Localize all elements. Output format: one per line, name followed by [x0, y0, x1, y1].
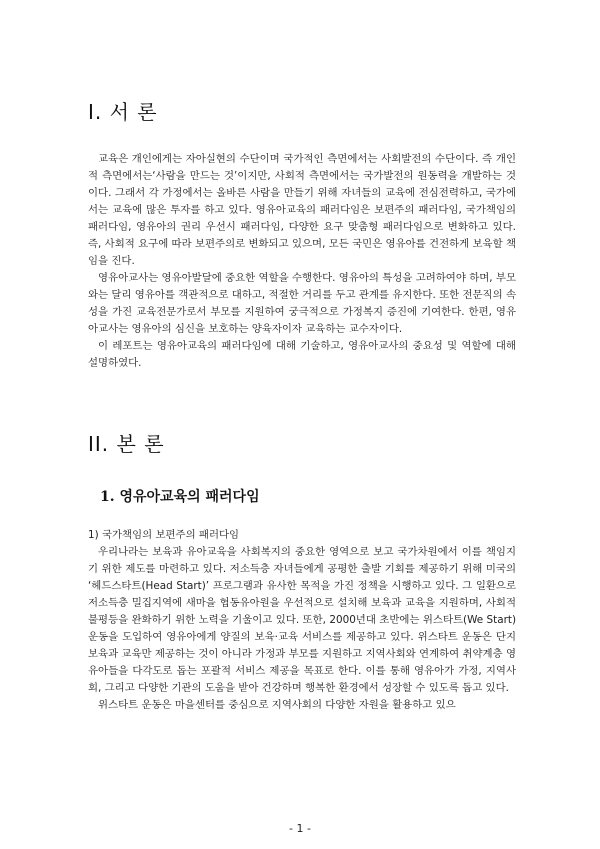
introduction-text [88, 151, 516, 372]
body-paragraph-1: 우리나라는 보육과 유아교육을 사회복지의 중요한 영역으로 보고 국가차원에서 이를 책임지기 위한 제도를 마련하고 있다. 저소득층 자녀들에게 공평한 출발 기회를 제공하기 위해 미국의 ‘헤드스타트(Head Start)’ 프로그램과 유사한 목적을 가진 정책을 시행하고 있다. 그 일환으로 저소득층 밀집지역에 새마을 협동유아원을 우선적으로 설치해 보육과 교육을 지원하며, 사회적 불평등을 완화하기 위한 노력을 기울이고 있다. 또한, 2000년대 초반에는 위스타트(We Start) 운동을 도입하여 영유아에게 양질의 보육·교육 서비스를 제공하고 있다. 위스타트 운동은 단지 보육과 교육만 제공하는 것이 아니라 가정과 부모를 지원하고 지역사회와 연계하여 취약계층 영유아들을 다각도로 돕는 포괄적 서비스 제공을 목표로 한다. 이를 통해 영유아가 가정, 지역사회, 그리고 다양한 기관의 도움을 받아 건강하며 행복한 환경에서 성장할 수 있도록 돕고 있다. [88, 546, 516, 694]
subsection-heading-paradigm: 1. 영유아교육의 패러다임 [100, 489, 260, 505]
item-title: 1) 국가책임의 보편주의 패러다임 [88, 529, 240, 541]
intro-paragraph-1: 교육은 개인에게는 자아실현의 수단이며 국가적인 측면에서는 사회발전의 수단이다. 즉 개인적 측면에서는‘사람을 만드는 것’이지만, 사회적 측면에서는 국가발전의 원동력을 개발하는 것이다. 그래서 각 가정에서는 올바른 사람을 만들기 위해 자녀들의 교육에 전심전력하고, 국가에서는 교육에 많은 투자를 하고 있다. 영유아교육의 패러다임은 보편주의 패러다임, 국가책임의 패러다임, 영유아의 권리 우선시 패러다임, 다양한 요구 맞춤형 패러다임으로 변화하고 있다. 즉, 사회적 요구에 따라 보편주의로 변화되고 있으며, 모든 국민은 영유아를 건전하게 보육할 책임을 진다. [88, 153, 516, 267]
body-text [88, 527, 516, 714]
intro-paragraph-3: 이 레포트는 영유아교육의 패러다임에 대해 기술하고, 영유아교사의 중요성 및 역할에 대해 설명하였다. [88, 340, 516, 369]
section-heading-introduction: I. 서 론 [88, 100, 158, 124]
intro-paragraph-2: 영유아교사는 영유아발달에 중요한 역할을 수행한다. 영유아의 특성을 고려하여야 하며, 부모와는 달리 영유아를 객관적으로 대하고, 적절한 거리를 두고 관계를 유지한다. 또한 전문직의 속성을 가진 교육전문가로서 부모를 지원하여 궁극적으로 가정복지 증진에 기여한다. 한편, 영유아교사는 영유아의 심신을 보호하는 양육자이자 교육하는 교수자이다. [88, 272, 516, 335]
body-paragraph-2: 위스타트 운동은 마을센터를 중심으로 지역사회의 다양한 자원을 활용하고 있으 [98, 699, 456, 711]
page-number: - 1 - [289, 822, 311, 835]
section-heading-body: II. 본 론 [88, 432, 165, 456]
